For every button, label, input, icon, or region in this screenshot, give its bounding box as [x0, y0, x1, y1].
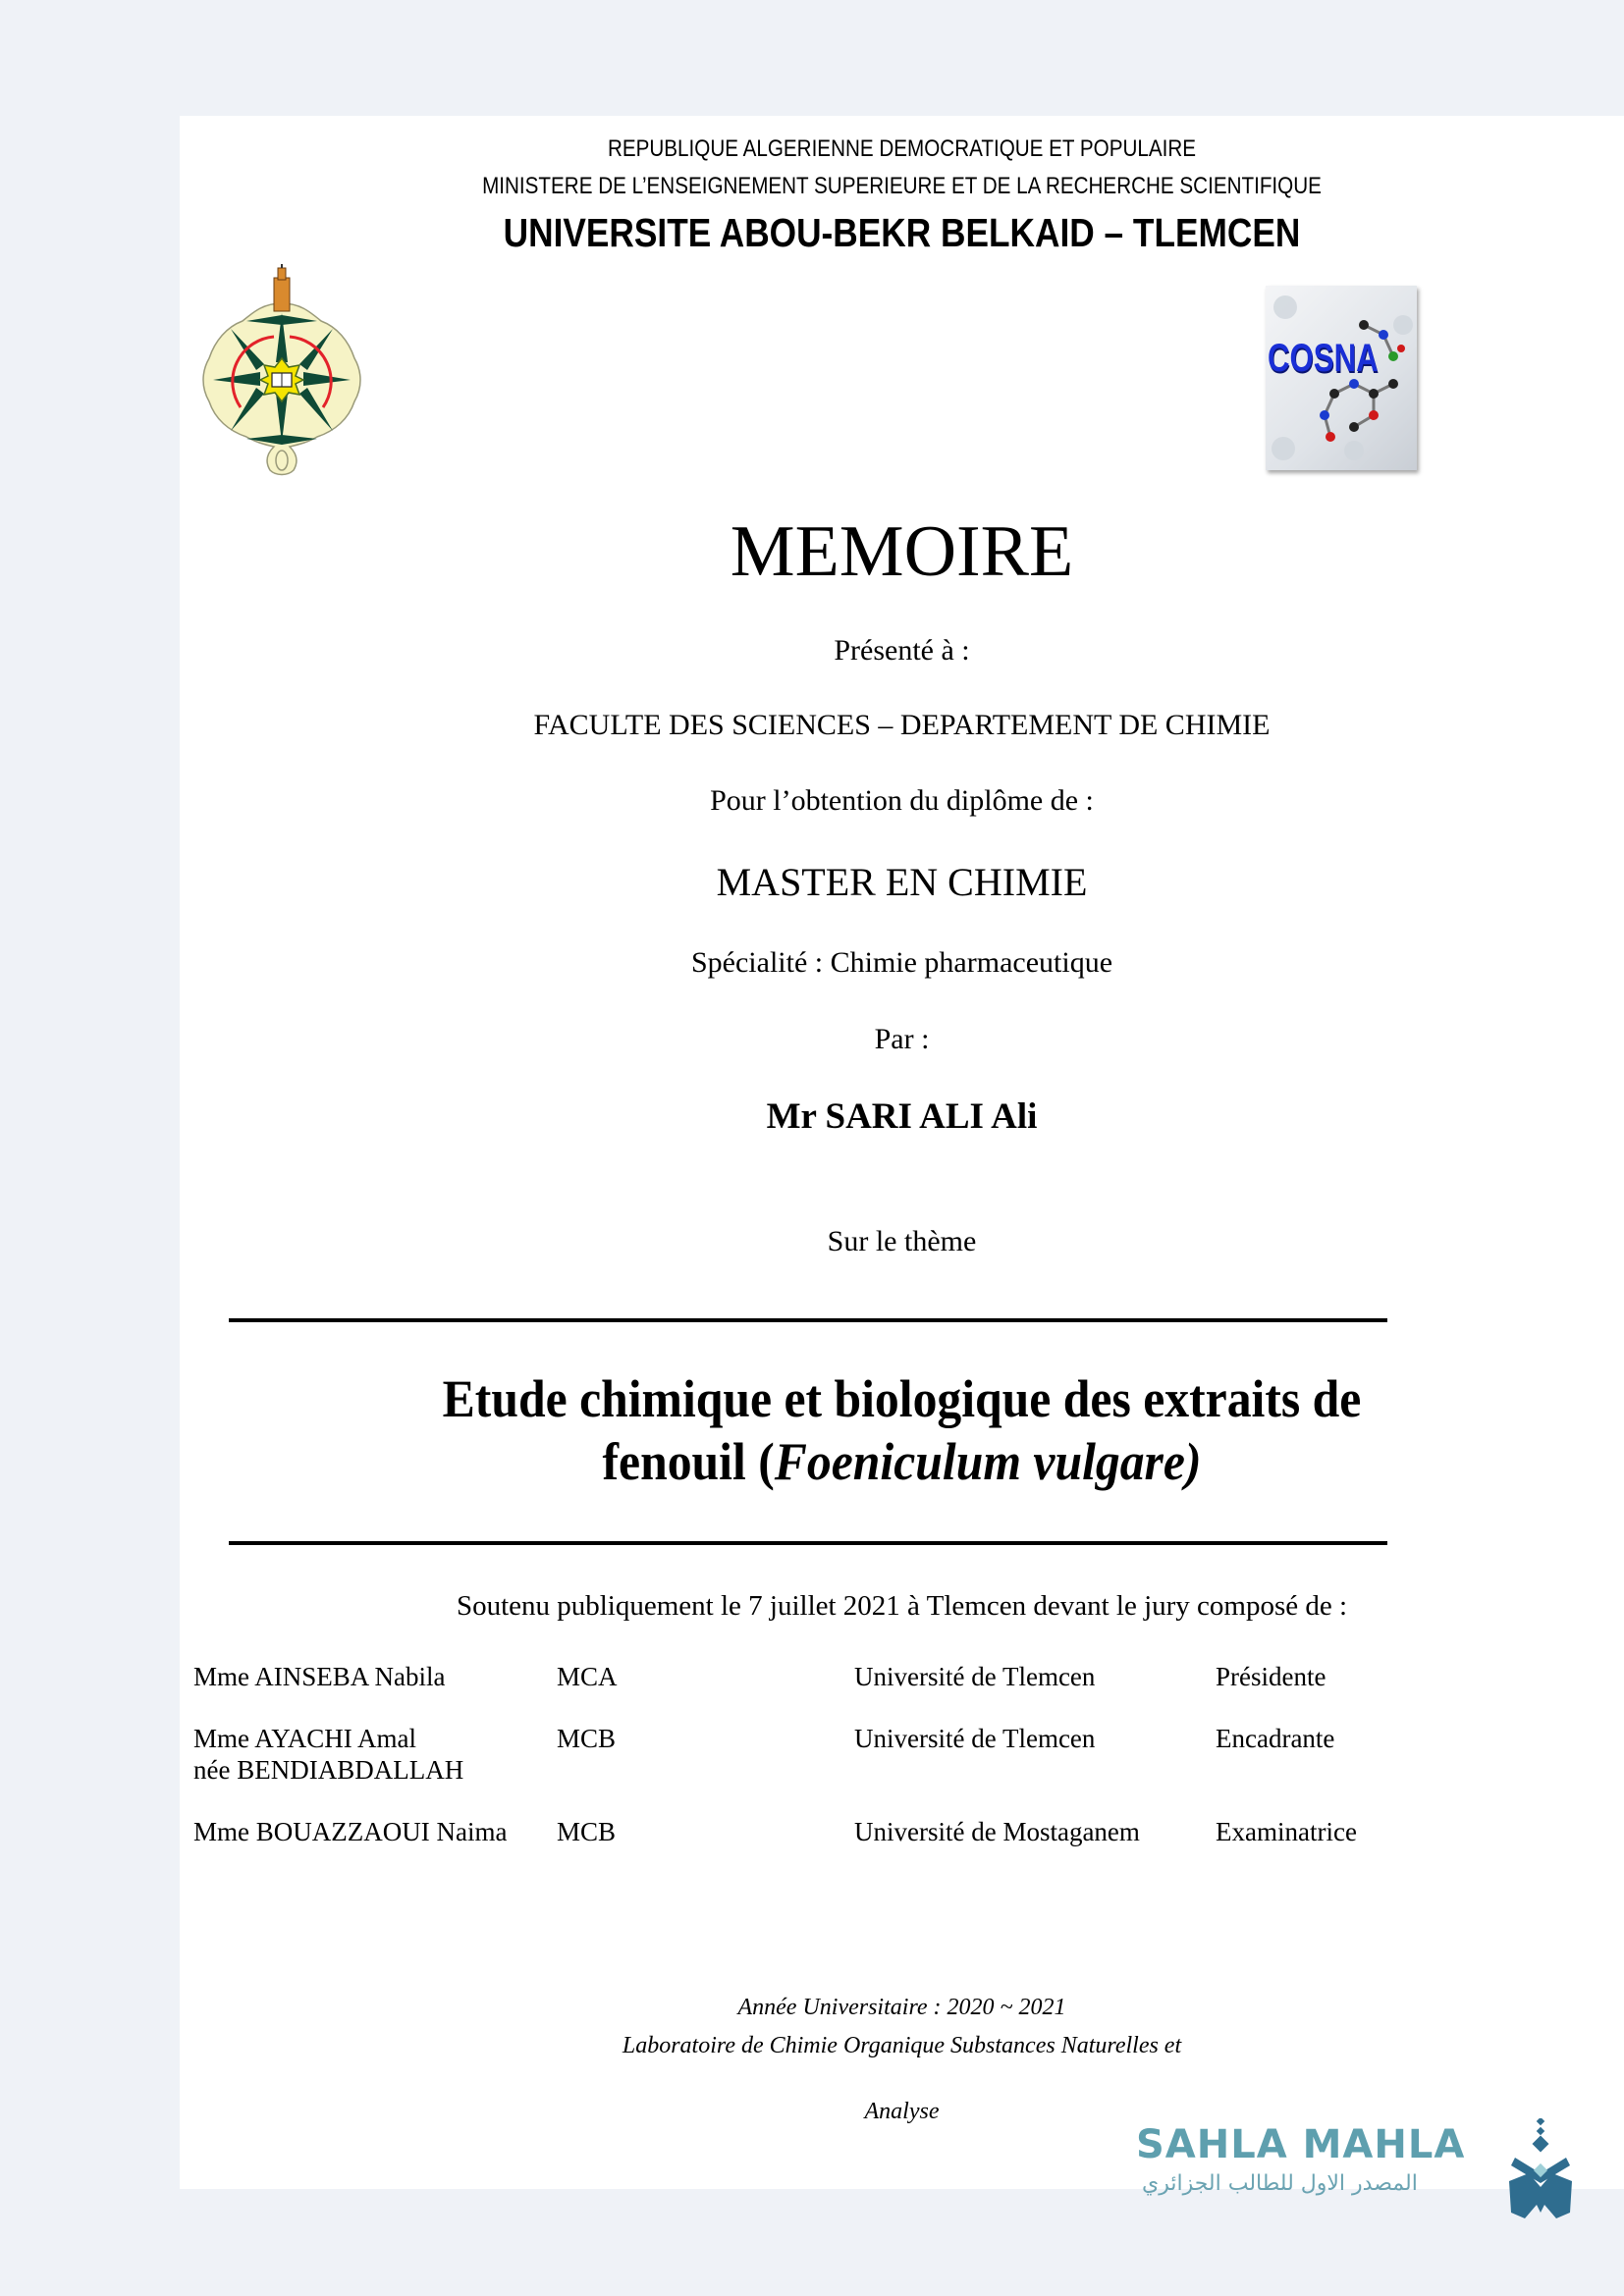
jury-name-line2: née BENDIABDALLAH	[193, 1755, 464, 1785]
jury-institution: Université de Tlemcen	[854, 1724, 1096, 1753]
jury-name: Mme BOUAZZAOUI Naima	[193, 1817, 508, 1846]
thesis-title-line1: Etude chimique et biologique des extraits de	[442, 1369, 1362, 1428]
presented-to-label: Présenté à :	[834, 634, 970, 667]
cosna-lab-logo	[1266, 286, 1417, 470]
lab-name-line2: Analyse	[864, 2099, 940, 2124]
diploma-name: MASTER EN CHIMIE	[716, 860, 1088, 904]
document-page	[180, 116, 1624, 2189]
watermark-subtitle: المصدر الاول للطالب الجزائري	[1142, 2171, 1418, 2196]
specialty: Spécialité : Chimie pharmaceutique	[690, 946, 1113, 979]
jury-name: Mme AINSEBA Nabila	[193, 1662, 446, 1691]
jury-grade: MCB	[557, 1724, 617, 1753]
sahla-mahla-watermark	[1136, 2122, 1588, 2220]
cosna-logo-text: COSNA	[1268, 337, 1379, 380]
jury-institution: Université de Mostaganem	[854, 1817, 1140, 1846]
defense-statement: Soutenu publiquement le 7 juillet 2021 à Tlemcen devant le jury composé de :	[456, 1590, 1348, 1622]
author-name: Mr SARI ALI Ali	[766, 1096, 1038, 1137]
title-top-rule	[229, 1318, 1387, 1322]
theme-label: Sur le thème	[827, 1225, 977, 1257]
jury-grade: MCA	[557, 1662, 618, 1691]
thesis-title-species: Foeniculum vulgare)	[774, 1432, 1202, 1491]
lab-name-line1: Laboratoire de Chimie Organique Substances Naturelles et	[622, 2033, 1182, 2058]
jury-role: Présidente	[1216, 1662, 1326, 1691]
academic-year: Année Universitaire : 2020 ~ 2021	[737, 1995, 1066, 2020]
by-label: Par :	[874, 1023, 930, 1055]
faculty-department: FACULTE DES SCIENCES – DEPARTEMENT DE CHIMIE	[533, 709, 1271, 741]
ministry-line: MINISTERE DE L’ENSEIGNEMENT SUPERIEURE ET DE LA RECHERCHE SCIENTIFIQUE	[482, 173, 1322, 199]
university-name: UNIVERSITE ABOU-BEKR BELKAID – TLEMCEN	[503, 210, 1301, 255]
republic-line: REPUBLIQUE ALGERIENNE DEMOCRATIQUE ET POPULAIRE	[607, 135, 1197, 162]
diploma-label: Pour l’obtention du diplôme de :	[710, 784, 1094, 817]
thesis-title	[238, 1367, 1566, 1493]
university-emblem-icon	[201, 264, 362, 476]
jury-grade: MCB	[557, 1817, 617, 1846]
jury-name: Mme AYACHI Amal	[193, 1724, 417, 1753]
thesis-title-line2	[238, 1430, 1566, 1493]
thesis-title-line2-prefix: fenouil (	[602, 1432, 775, 1491]
sahla-mahla-logo-icon	[1505, 2118, 1576, 2220]
document-type: MEMOIRE	[730, 511, 1074, 592]
jury-role: Encadrante	[1216, 1724, 1335, 1753]
jury-institution: Université de Tlemcen	[854, 1662, 1096, 1691]
jury-role: Examinatrice	[1216, 1817, 1357, 1846]
title-bottom-rule	[229, 1541, 1387, 1545]
watermark-title: SAHLA MAHLA	[1136, 2122, 1466, 2167]
